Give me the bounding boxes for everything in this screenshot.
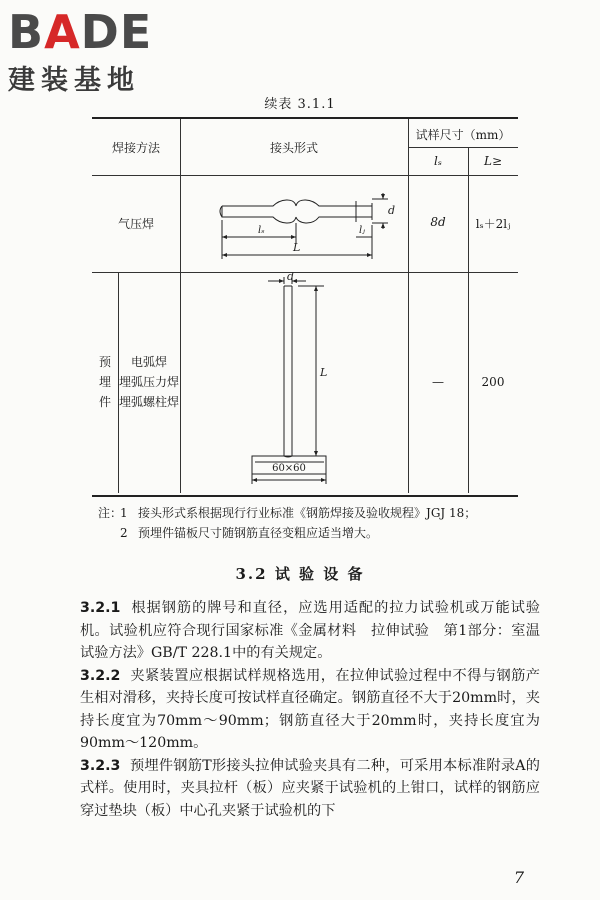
- header-method: 焊接方法: [111, 141, 160, 155]
- note-2: 2 预埋件锚板尺寸随钢筋直径变粗应适当增大。: [120, 526, 379, 540]
- brand-logo: [8, 6, 188, 97]
- section-body: [80, 597, 540, 822]
- paragraph-3-2-2: 3.2.2 夹紧装置应根据试样规格选用，在拉伸试验过程中不得与钢筋产生相对滑移，夹持长度可按试样直径确定。钢筋直径不大于20mm时，夹持长度宜为70mm～90mm；钢筋直径大于20mm时，夹持长度宜为90mm～120mm。: [80, 667, 540, 751]
- row2-L-value: 200: [481, 375, 505, 389]
- header-joint-form: 接头形式: [269, 141, 318, 155]
- diagram1-lj-label: lⱼ: [359, 225, 365, 236]
- section-title: 3.2 试 验 设 备: [235, 565, 365, 583]
- logo-wordmark: BADE: [8, 5, 153, 59]
- diagram2-d-label: d: [287, 272, 295, 283]
- specimen-table: [92, 117, 518, 497]
- row1-L-value: lₛ＋2lⱼ: [475, 217, 511, 231]
- diagram1-d-label: d: [388, 204, 396, 217]
- page-number: 7: [513, 868, 524, 887]
- header-L: L≥: [483, 154, 503, 168]
- diagram1-ls-label: lₛ: [258, 225, 265, 236]
- header-ls: lₛ: [434, 154, 442, 168]
- diagram2-L-label: L: [320, 366, 328, 379]
- embedded-part-diagram: [180, 272, 408, 493]
- header-specimen-size: 试样尺寸（mm）: [415, 128, 511, 142]
- table-notes: [98, 503, 476, 543]
- gas-pressure-weld-diagram: [180, 175, 408, 272]
- diagram1-L-label: L: [293, 241, 301, 254]
- row2-group-label: 预 埋 件: [98, 355, 111, 409]
- row1-method: 气压焊: [117, 217, 154, 231]
- table-caption: 续表 3.1.1: [264, 97, 336, 112]
- note-1: 注：1 接头形式系根据现行行业标准《钢筋焊接及验收规程》JGJ 18；: [98, 506, 477, 520]
- row2-ls-value: —: [432, 375, 444, 389]
- row1-ls-value: 8d: [430, 215, 446, 229]
- paragraph-3-2-1: 3.2.1 根据钢筋的牌号和直径，应选用适配的拉力试验机或万能试验机。试验机应符合现行国家标准《金属材料 拉伸试验 第1部分：室温试验方法》GB/T 228.1中的有关规定。: [80, 600, 540, 661]
- diagram2-plate-label: 60×60: [272, 463, 306, 474]
- row2-methods: 电弧焊 埋弧压力焊 埋弧螺柱焊: [118, 355, 179, 409]
- logo-chinese: 建装基地: [8, 65, 140, 96]
- paragraph-3-2-3: 3.2.3 预埋件钢筋T形接头拉伸试验夹具有二种，可采用本标准附录A的式样。使用时，夹具拉杆（板）应夹紧于试验机的上钳口，试样的钢筋应穿过垫块（板）中心孔夹紧于试验机的下: [80, 757, 540, 819]
